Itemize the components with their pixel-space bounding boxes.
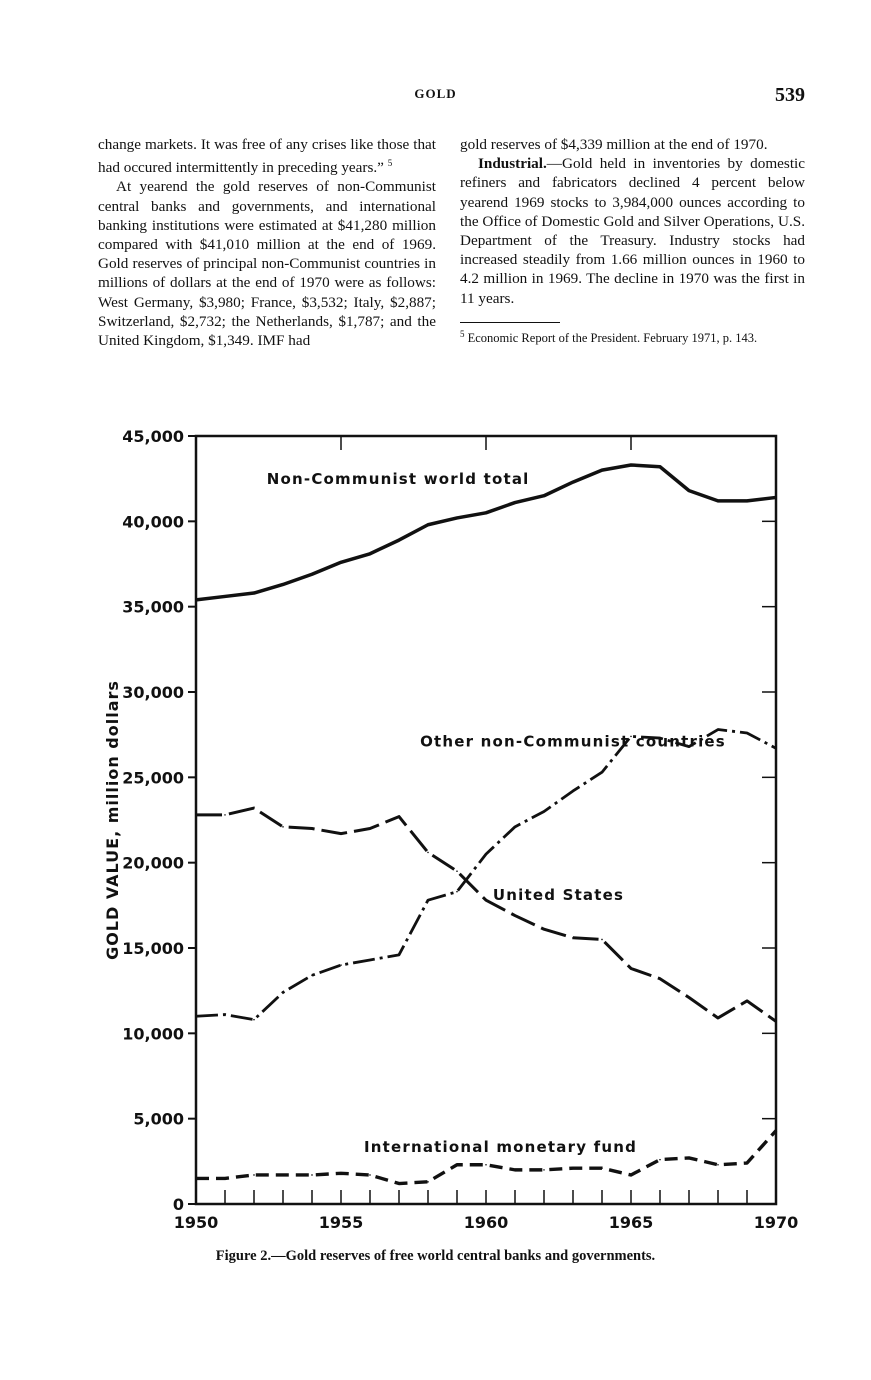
y-tick-label: 30,000: [122, 683, 184, 702]
data-point: [775, 1021, 777, 1023]
series-label: Other non-Communist countries: [420, 732, 726, 751]
data-point: [456, 1164, 458, 1166]
data-point: [369, 959, 371, 961]
data-point: [630, 464, 632, 466]
data-point: [398, 1183, 400, 1185]
y-tick-label: 0: [172, 1195, 184, 1214]
data-point: [514, 502, 516, 504]
data-point: [311, 573, 313, 575]
series-line: [196, 808, 776, 1021]
data-point: [717, 500, 719, 502]
y-tick-label: 35,000: [122, 597, 184, 617]
data-point: [253, 592, 255, 594]
y-tick-label: 40,000: [122, 512, 184, 532]
data-point: [572, 1167, 574, 1169]
series-label: Non-Communist world total: [266, 469, 530, 488]
data-point: [543, 495, 545, 497]
data-point: [485, 853, 487, 855]
data-point: [340, 1172, 342, 1174]
left-paragraph-1: [98, 135, 436, 177]
footnote-rule: [460, 322, 560, 323]
data-point: [717, 1017, 719, 1019]
data-point: [746, 1000, 748, 1002]
data-point: [195, 1178, 197, 1180]
data-point: [282, 584, 284, 586]
data-point: [543, 928, 545, 930]
series-label: International monetary fund: [363, 1137, 638, 1156]
data-point: [514, 1169, 516, 1171]
data-point: [427, 1181, 429, 1183]
data-point: [717, 1164, 719, 1166]
data-point: [253, 1019, 255, 1021]
data-point: [514, 826, 516, 828]
data-point: [543, 811, 545, 813]
y-tick-label: 45,000: [122, 427, 184, 446]
right-column: [460, 135, 805, 345]
data-point: [543, 1169, 545, 1171]
data-point: [775, 497, 777, 499]
x-tick-label: 1965: [608, 1213, 654, 1232]
data-point: [224, 1178, 226, 1180]
running-title: GOLD: [414, 86, 457, 101]
data-point: [630, 968, 632, 970]
data-point: [601, 469, 603, 471]
section-heading-industrial: Industrial.: [478, 155, 547, 173]
data-point: [601, 771, 603, 773]
data-point: [659, 466, 661, 468]
data-point: [601, 939, 603, 941]
data-point: [427, 899, 429, 901]
x-tick-label: 1950: [173, 1213, 219, 1232]
data-point: [398, 954, 400, 956]
y-tick-label: 10,000: [122, 1024, 184, 1044]
data-point: [398, 539, 400, 541]
data-point: [775, 1130, 777, 1132]
x-tick-label: 1960: [463, 1213, 509, 1232]
data-point: [456, 891, 458, 893]
right-paragraph-2: [460, 154, 805, 308]
data-point: [746, 1162, 748, 1164]
data-point: [746, 500, 748, 502]
footnote-number: 5: [460, 328, 465, 339]
data-point: [398, 816, 400, 818]
data-point: [340, 561, 342, 563]
data-point: [601, 1167, 603, 1169]
data-point: [572, 481, 574, 483]
data-point: [224, 596, 226, 598]
footnote-text: Economic Report of the President. February 1971, p. 143.: [467, 330, 758, 345]
data-point: [427, 524, 429, 526]
data-point: [630, 1174, 632, 1176]
data-point: [282, 1174, 284, 1176]
y-axis-label: GOLD VALUE, million dollars: [103, 680, 122, 960]
data-point: [224, 814, 226, 816]
y-tick-label: 20,000: [122, 853, 184, 873]
data-point: [282, 826, 284, 828]
data-point: [224, 1014, 226, 1016]
data-point: [195, 599, 197, 601]
y-tick-label: 25,000: [122, 768, 184, 788]
data-point: [456, 870, 458, 872]
data-point: [369, 1174, 371, 1176]
series-label: United States: [492, 886, 625, 905]
left-paragraph-1-text: change markets. It was free of any crises like those that had occured intermittently in preceding years.”: [98, 136, 436, 177]
data-point: [572, 790, 574, 792]
figure-caption: Figure 2.—Gold reserves of free world central banks and governments.: [215, 1248, 656, 1264]
x-tick-label: 1970: [753, 1213, 799, 1232]
running-head: [0, 84, 871, 108]
data-point: [456, 517, 458, 519]
data-point: [427, 852, 429, 854]
gold-reserves-chart: [0, 420, 871, 1240]
y-tick-label: 15,000: [122, 939, 184, 958]
series-line: [196, 730, 776, 1020]
data-point: [195, 1015, 197, 1017]
data-point: [485, 899, 487, 901]
right-paragraph-1: gold reserves of $4,339 million at the end of 1970.: [460, 136, 768, 153]
data-point: [340, 833, 342, 835]
data-point: [572, 937, 574, 939]
data-point: [253, 807, 255, 809]
data-point: [340, 964, 342, 966]
left-paragraph-2: At yearend the gold reserves of non-Communist central banks and governments, and international banking institutions were estimated at $41,280 million compared with $41,010 million at the end of 1969. Gold reserves of principal non-Communist countries in millions of dollars at the end of 1970 were as follows: West Germany, $3,980; France, $3,532; Italy, $2,887; Switzerland, $2,732; the Netherlands, $1,787; and the United Kingdom, $1,349. IMF had: [98, 178, 436, 350]
right-paragraph-2-text: —Gold held in inventories by domestic refiners and fabricators declined 4 percent below yearend 1969 stocks to 3,984,000 ounces according to the Office of Domestic Gold and Silver Operations, U.S. Department of the Treasury. Industry stocks had increased steadily from 1.66 million ounces in 1960 to 4.2 million in 1969. The decline in 1970 was the first in 11 years.: [460, 155, 805, 307]
data-point: [717, 729, 719, 731]
data-point: [311, 828, 313, 830]
data-point: [311, 975, 313, 977]
data-point: [282, 992, 284, 994]
plot-frame: [196, 436, 776, 1204]
footnote-ref: 5: [387, 158, 393, 169]
data-point: [688, 1157, 690, 1159]
data-point: [514, 915, 516, 917]
y-tick-label: 5,000: [133, 1109, 184, 1129]
data-point: [485, 512, 487, 514]
data-point: [369, 553, 371, 555]
data-point: [659, 978, 661, 980]
data-point: [659, 1159, 661, 1161]
footnote: [460, 327, 805, 345]
page-number: 539: [775, 84, 805, 106]
data-point: [688, 997, 690, 999]
data-point: [311, 1174, 313, 1176]
left-column: [98, 135, 436, 350]
data-point: [485, 1164, 487, 1166]
data-point: [688, 490, 690, 492]
data-point: [195, 814, 197, 816]
data-point: [746, 732, 748, 734]
data-point: [775, 748, 777, 750]
x-tick-label: 1955: [318, 1213, 364, 1232]
data-point: [369, 828, 371, 830]
data-point: [253, 1174, 255, 1176]
